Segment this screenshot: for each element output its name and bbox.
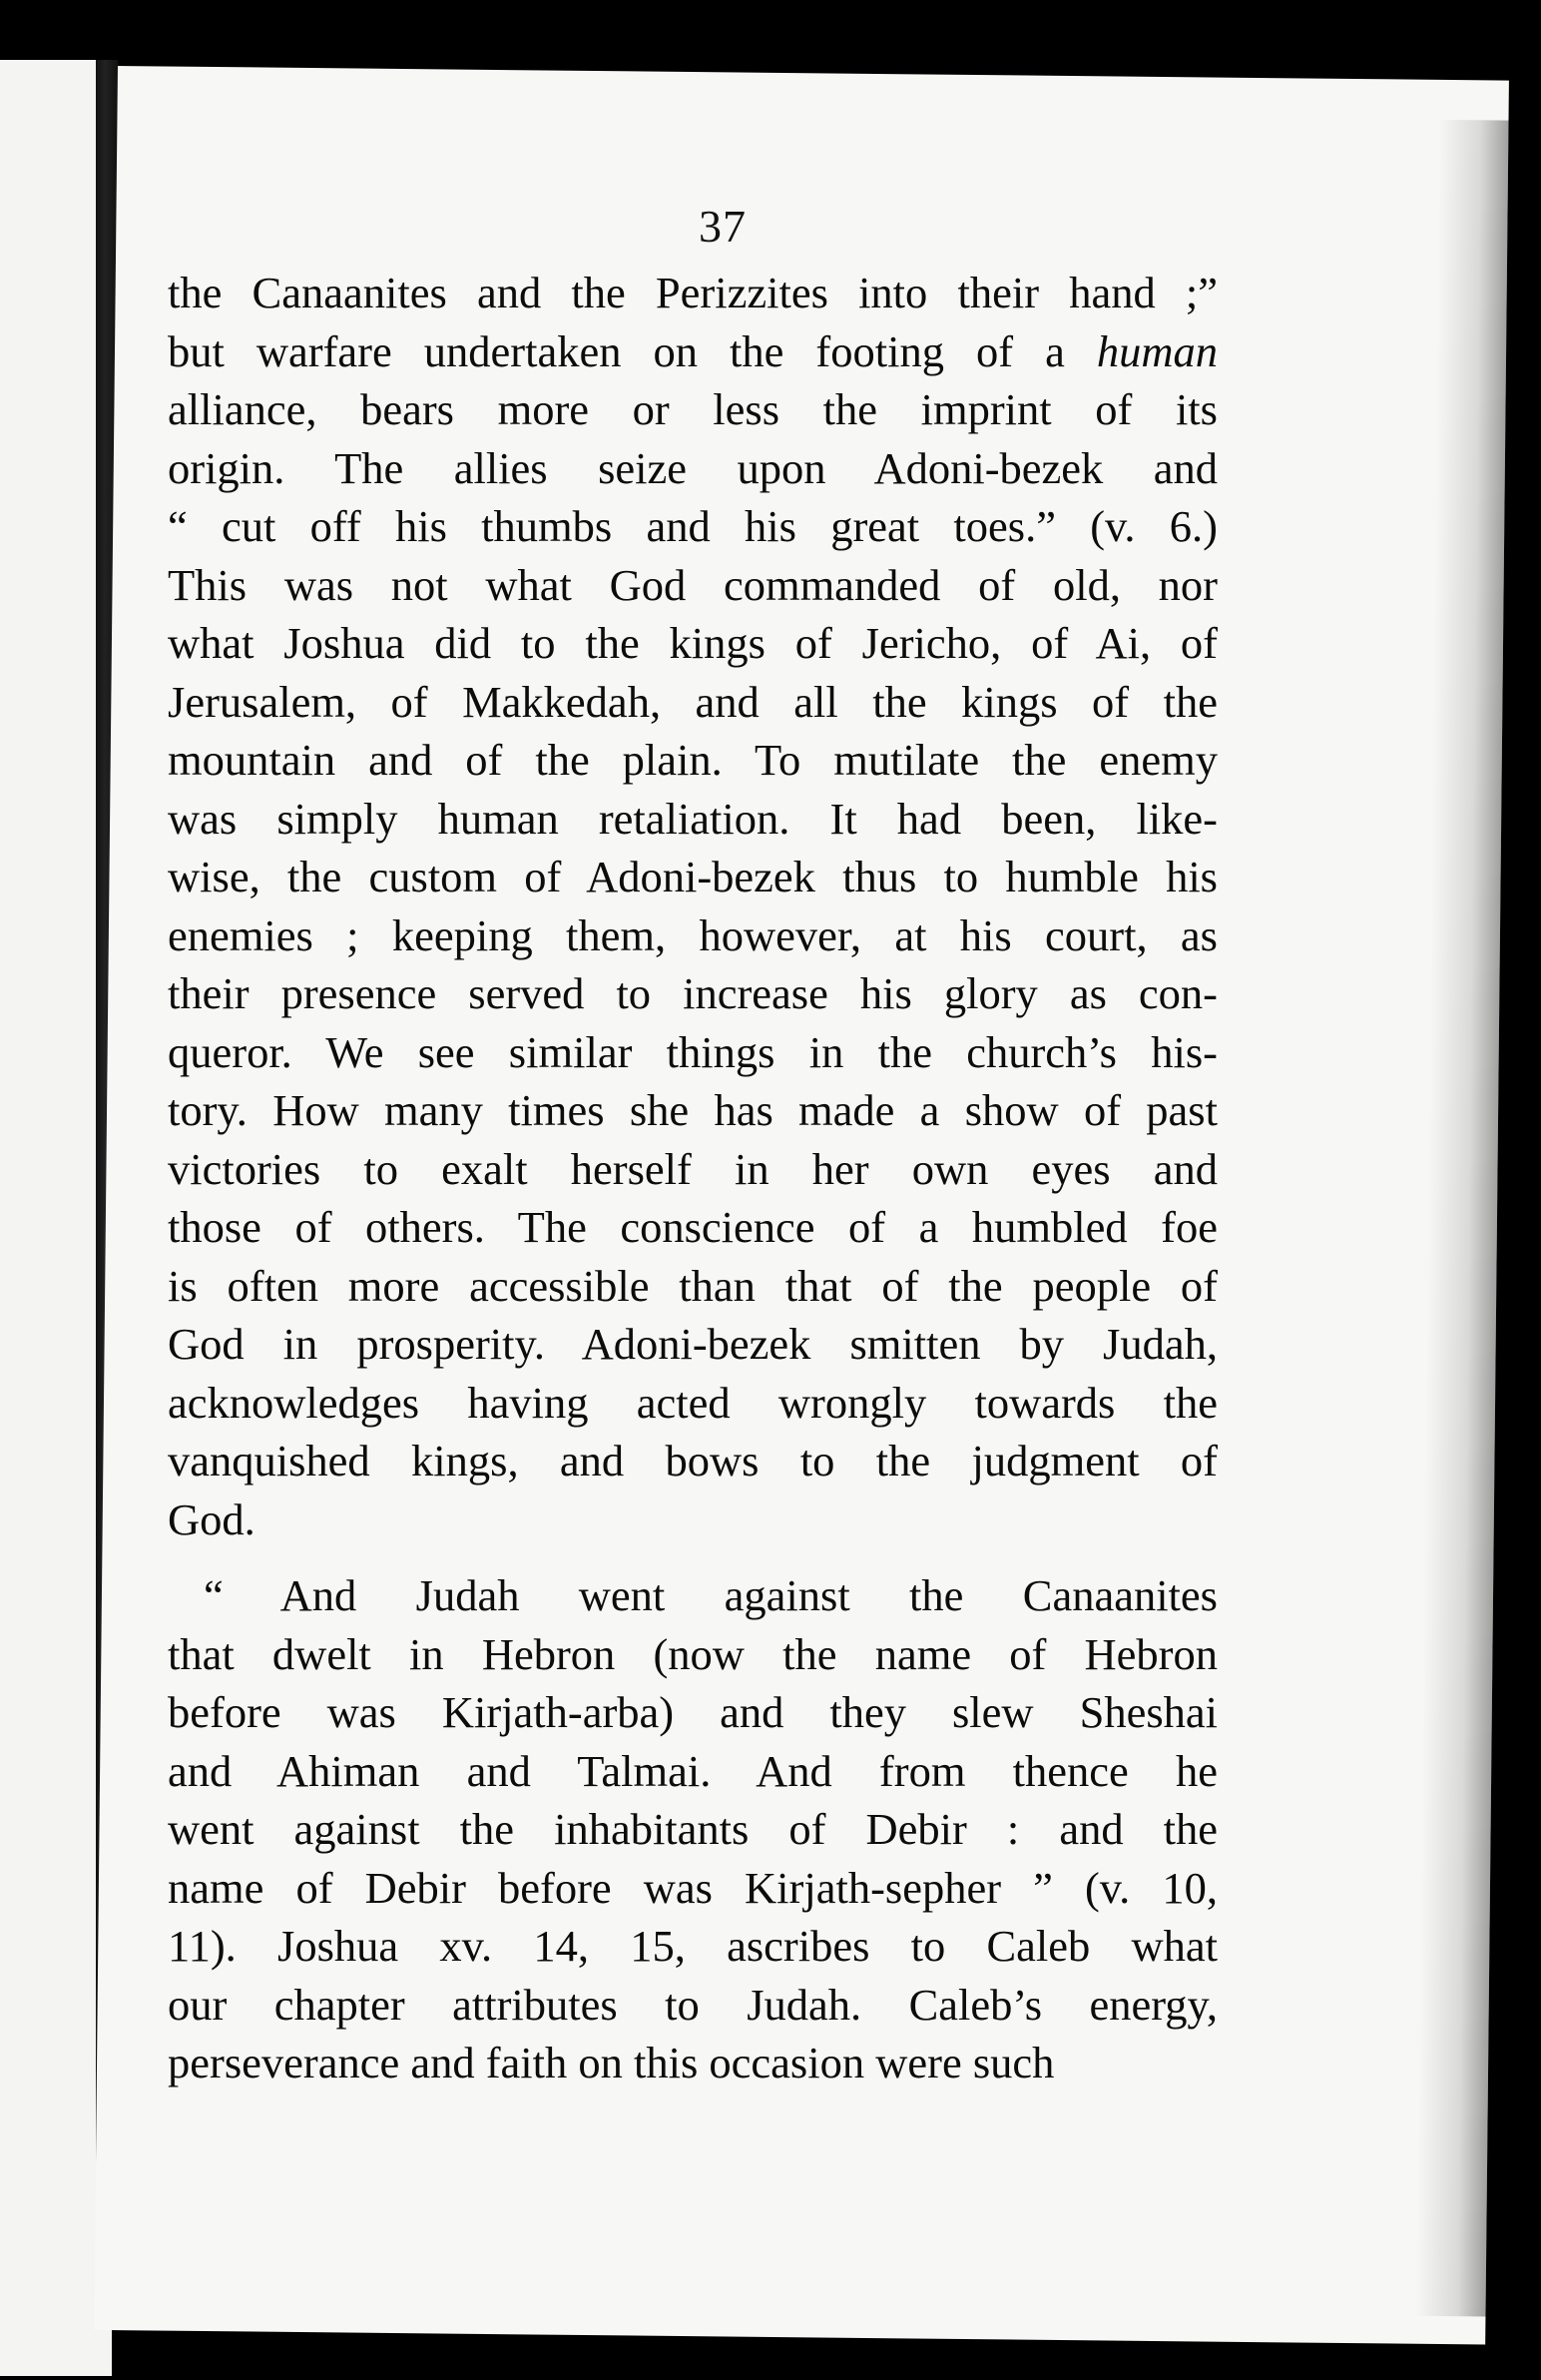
text-line: alliance, bears more or less the imprint of its bbox=[168, 384, 1218, 434]
text-segment: but warfare undertaken on the footing of a bbox=[168, 325, 1097, 376]
text-line: queror. We see similar things in the church’s his- bbox=[168, 1026, 1218, 1077]
text-line: the Canaanites and the Perizzites into their hand ;” bbox=[168, 268, 1218, 317]
body-text bbox=[168, 264, 1218, 2092]
text-line: acknowledges having acted wrongly towards the bbox=[168, 1377, 1218, 1428]
text-line: went against the inhabitants of Debir : and the bbox=[168, 1804, 1218, 1854]
text-line: 11). Joshua xv. 14, 15, ascribes to Caleb what bbox=[168, 1921, 1218, 1971]
text-line: God in prosperity. Adoni-bezek smitten by Judah, bbox=[168, 1319, 1218, 1369]
text-line: is often more accessible than that of the people of bbox=[168, 1260, 1218, 1311]
text-line: wise, the custom of Adoni-bezek thus to humble his bbox=[168, 852, 1218, 901]
text-line: that dwelt in Hebron (now the name of Hebron bbox=[168, 1628, 1218, 1679]
text-line: Jerusalem, of Makkedah, and all the kings of the bbox=[168, 676, 1218, 727]
text-line: “ cut off his thumbs and his great toes.” (v. 6.) bbox=[168, 501, 1218, 551]
text-line: enemies ; keeping them, however, at his court, as bbox=[168, 909, 1218, 960]
text-line: tory. How many times she has made a show of past bbox=[168, 1085, 1218, 1135]
page-edge-shadow bbox=[1415, 120, 1508, 2317]
text-line: mountain and of the plain. To mutilate the enemy bbox=[168, 735, 1218, 785]
text-line: what Joshua did to the kings of Jericho, of Ai, of bbox=[168, 618, 1218, 668]
text-line: before was Kirjath-arba) and they slew Sheshai bbox=[168, 1687, 1218, 1737]
text-line: vanquished kings, and bows to the judgment of bbox=[168, 1436, 1218, 1486]
text-line: victories to exalt herself in her own eyes and bbox=[168, 1143, 1218, 1194]
text-line: our chapter attributes to Judah. Caleb’s energy, bbox=[168, 1979, 1218, 2030]
text-line: was simply human retaliation. It had been, like- bbox=[168, 793, 1218, 844]
paragraph-gap bbox=[168, 1548, 1218, 1566]
text-line: origin. The allies seize upon Adoni-bezek and bbox=[168, 442, 1218, 493]
paragraph bbox=[168, 264, 1218, 1548]
text-line: perseverance and faith on this occasion were such bbox=[168, 2038, 1055, 2087]
text-line: God. bbox=[168, 1493, 256, 1544]
text-line: and Ahiman and Talmai. And from thence he bbox=[168, 1745, 1218, 1796]
paragraph bbox=[168, 1566, 1218, 2092]
text-line: This was not what God commanded of old, nor bbox=[168, 559, 1218, 610]
text-line: “ And Judah went against the Canaanites bbox=[204, 1570, 1218, 1620]
emphasized-word: human bbox=[1096, 325, 1218, 376]
text-line: name of Debir before was Kirjath-sepher ” (v. 10, bbox=[168, 1862, 1218, 1913]
page-number: 37 bbox=[699, 201, 747, 252]
text-line bbox=[168, 322, 1218, 381]
text-line: their presence served to increase his glory as con- bbox=[168, 968, 1218, 1018]
text-line: those of others. The conscience of a humbled foe bbox=[168, 1202, 1218, 1252]
